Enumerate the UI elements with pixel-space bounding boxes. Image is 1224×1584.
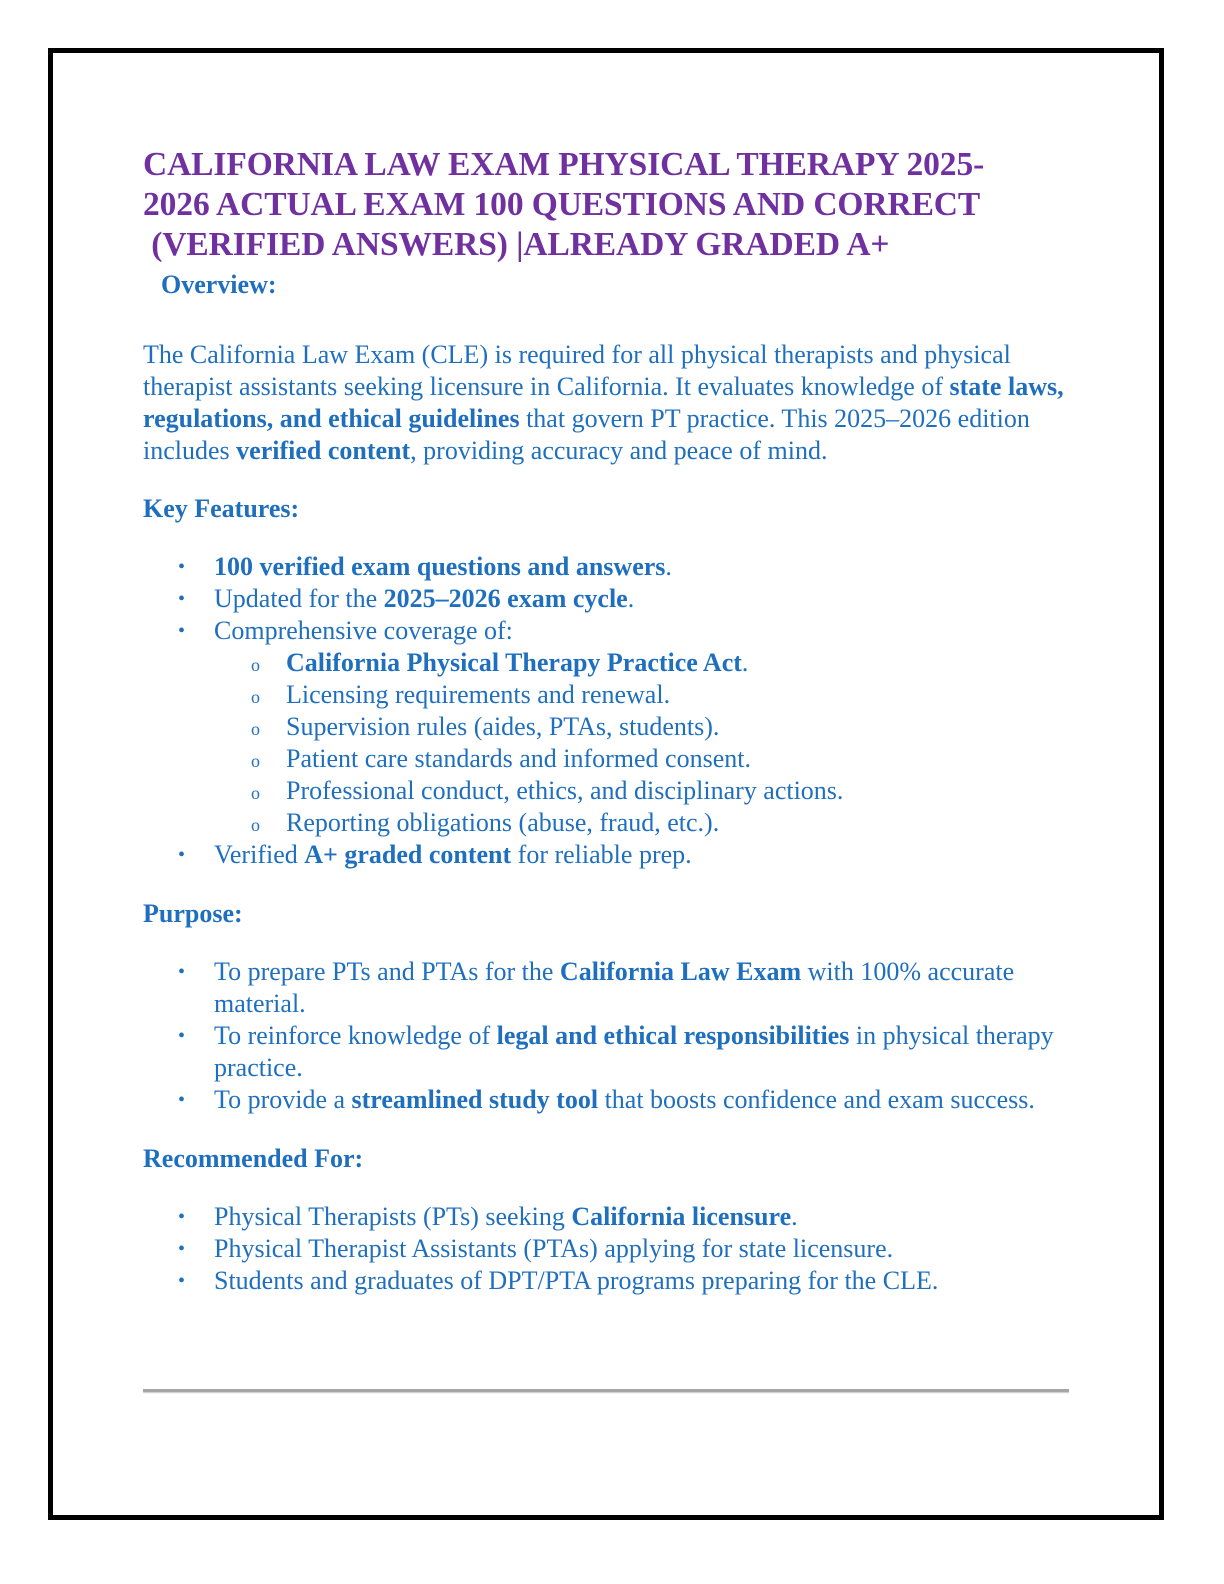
coverage-sublist xyxy=(214,647,1078,839)
feature-2-rest: . xyxy=(627,584,635,613)
purpose-3-text: To provide a xyxy=(214,1085,352,1114)
recommended-1-text: Physical Therapists (PTs) seeking xyxy=(214,1202,572,1231)
purpose-2-bold: legal and ethical responsibilities xyxy=(496,1021,850,1050)
feature-4-bold: A+ graded content xyxy=(304,840,512,869)
feature-1-bold: 100 verified exam questions and answers xyxy=(214,552,666,581)
recommended-heading: Recommended For: xyxy=(143,1144,364,1173)
recommended-1-rest: . xyxy=(791,1202,798,1231)
bullet-icon: • xyxy=(178,844,186,866)
bullet-icon: • xyxy=(178,1238,186,1260)
document-body xyxy=(143,145,1078,1297)
overview-bold-1: state laws, regulations, and ethical guidelines xyxy=(143,372,1064,433)
bullet-icon: • xyxy=(178,961,186,983)
recommended-list xyxy=(143,1201,1078,1297)
horizontal-divider xyxy=(143,1389,1069,1392)
sub-5-text: Professional conduct, ethics, and disciplinary actions. xyxy=(286,776,844,805)
list-item xyxy=(143,615,1078,839)
key-features-list xyxy=(143,551,1078,871)
sub-list-item xyxy=(214,743,1078,775)
bullet-icon: • xyxy=(178,588,186,610)
bullet-icon: • xyxy=(178,620,186,642)
sub-list-item xyxy=(214,807,1078,839)
list-item xyxy=(143,1233,1078,1265)
list-item xyxy=(143,956,1078,1020)
feature-4-rest: for reliable prep. xyxy=(511,840,692,869)
purpose-3-rest: that boosts confidence and exam success. xyxy=(598,1085,1035,1114)
sub-1-bold: California Physical Therapy Practice Act xyxy=(286,648,742,677)
sub-6-text: Reporting obligations (abuse, fraud, etc.). xyxy=(286,808,720,837)
title-line-1: CALIFORNIA LAW EXAM PHYSICAL THERAPY 2025- xyxy=(143,146,985,183)
sub-2-text: Licensing requirements and renewal. xyxy=(286,680,671,709)
bullet-icon: • xyxy=(178,1206,186,1228)
sub-bullet-icon: o xyxy=(251,655,260,675)
feature-2-text: Updated for the xyxy=(214,584,384,613)
overview-text-2: that govern PT practice. This 2025–2026 edition includes xyxy=(143,404,1030,465)
list-item xyxy=(143,551,1078,583)
sub-1-rest: . xyxy=(741,648,749,677)
overview-paragraph xyxy=(143,339,1078,467)
bullet-icon: • xyxy=(178,1270,186,1292)
feature-1-text: . xyxy=(665,552,672,581)
key-features-heading: Key Features: xyxy=(143,494,300,523)
recommended-2-text: Physical Therapist Assistants (PTAs) applying for state licensure. xyxy=(214,1234,894,1263)
sub-bullet-icon: o xyxy=(251,687,260,707)
recommended-1-bold: California licensure xyxy=(571,1202,792,1231)
sub-list-item xyxy=(214,647,1078,679)
sub-3-text: Supervision rules (aides, PTAs, students). xyxy=(286,712,720,741)
sub-4-text: Patient care standards and informed consent. xyxy=(286,744,751,773)
sub-bullet-icon: o xyxy=(251,815,260,835)
recommended-3-text: Students and graduates of DPT/PTA programs preparing for the CLE. xyxy=(214,1266,939,1295)
list-item xyxy=(143,1265,1078,1297)
list-item xyxy=(143,839,1078,871)
list-item xyxy=(143,1020,1078,1084)
purpose-1-rest: with 100% accurate material. xyxy=(214,957,1015,1018)
purpose-2-text: To reinforce knowledge of xyxy=(214,1021,497,1050)
overview-text-3: , providing accuracy and peace of mind. xyxy=(410,436,828,465)
list-item xyxy=(143,583,1078,615)
sub-list-item xyxy=(214,679,1078,711)
purpose-list xyxy=(143,956,1078,1116)
sub-list-item xyxy=(214,775,1078,807)
bullet-icon: • xyxy=(178,1089,186,1111)
sub-bullet-icon: o xyxy=(251,719,260,739)
feature-4-text: Verified xyxy=(214,840,305,869)
purpose-heading: Purpose: xyxy=(143,899,243,928)
document-title xyxy=(143,145,1078,265)
sub-list-item xyxy=(214,711,1078,743)
overview-bold-2: verified content xyxy=(236,436,411,465)
title-line-2: 2026 ACTUAL EXAM 100 QUESTIONS AND CORRECT xyxy=(143,186,981,223)
purpose-3-bold: streamlined study tool xyxy=(351,1085,599,1114)
sub-bullet-icon: o xyxy=(251,783,260,803)
purpose-1-text: To prepare PTs and PTAs for the xyxy=(214,957,560,986)
purpose-2-rest: in physical therapy practice. xyxy=(214,1021,1054,1082)
title-line-3: (VERIFIED ANSWERS) |ALREADY GRADED A+ xyxy=(143,226,890,263)
bullet-icon: • xyxy=(178,556,186,578)
list-item xyxy=(143,1084,1078,1116)
feature-2-bold: 2025–2026 exam cycle xyxy=(383,584,628,613)
list-item xyxy=(143,1201,1078,1233)
overview-text-1: The California Law Exam (CLE) is required for all physical therapists and physical therapist assistants seeking licensure in California. It evaluates knowledge of xyxy=(143,340,1011,401)
bullet-icon: • xyxy=(178,1025,186,1047)
feature-3-text: Comprehensive coverage of: xyxy=(214,616,513,645)
overview-heading: Overview: xyxy=(161,270,277,299)
sub-bullet-icon: o xyxy=(251,751,260,771)
purpose-1-bold: California Law Exam xyxy=(559,957,802,986)
